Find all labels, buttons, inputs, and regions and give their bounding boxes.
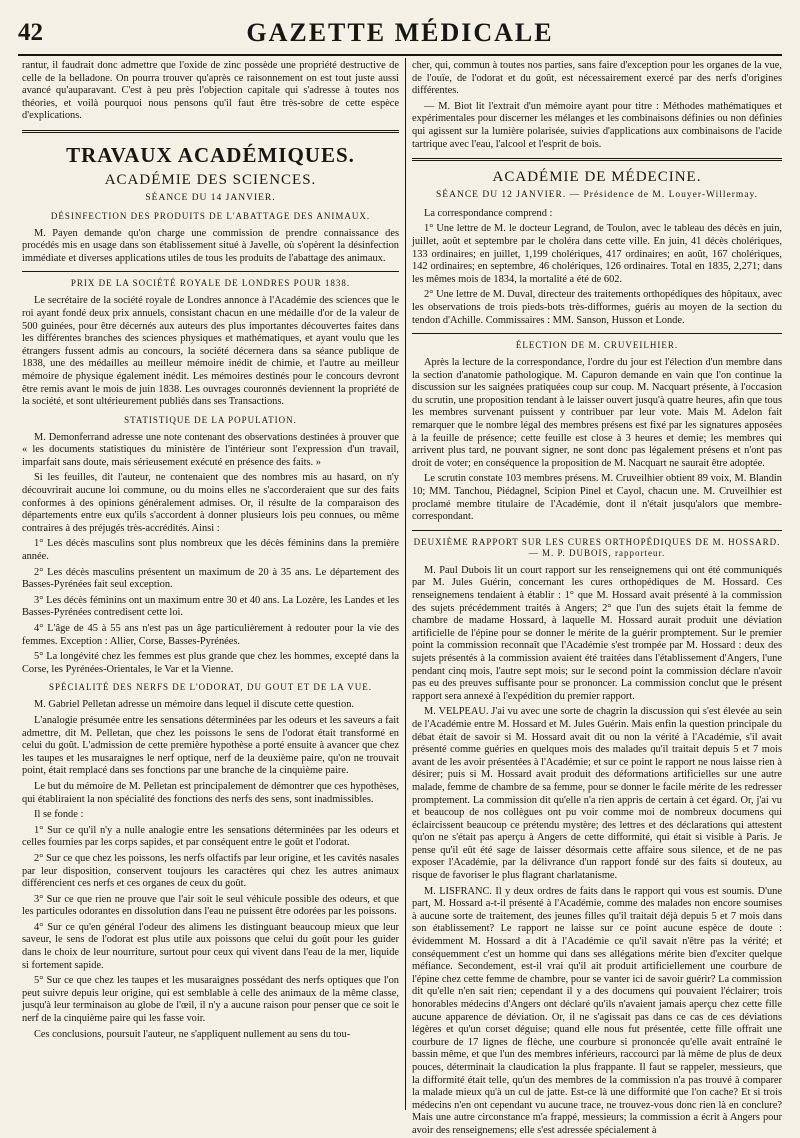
- paragraph: Le but du mémoire de M. Pelletan est principalement de démontrer que ces hypothèses, qui établiraient la non spécialité des fonctions des nerfs des sens, sont inadmissibles.: [22, 780, 399, 805]
- paragraph: M. VELPEAU. J'ai vu avec une sorte de chagrin la discussion qui s'est élevée au sein de l'Académie entre M. Hossard et M. Jules Guérin. Mais enfin la question principale du débat était de savoir si M. Hossard avait dit ou non la vérité à l'Académie, s'il avait présenté comme guéries en quelques mois des malades qu'il traitait depuis 5 et 7 mois avant de les avoir présentées à l'Académie; et sur ce point le rapport ne nous laisse rien à désirer; puis si M. Hossard avait produit des déformations artificielles sur une autre malade, femme de chambre de sa femme, pour se donner le facile mérite de les redresser promptement. La commission dit qu'elle n'a rien appris de certain à cet égard. Or, j'ai vu et beaucoup de nos collègues ont pu voir comme moi de nombreux documens qui éclaircissent beaucoup ce prétendu mystère; des lettres et des déclarations qui attestent qu'on ne s'était pas aperçu à Angers de cette difformité, qui était si visible à Paris. Je pense qu'il eût été sage de laisser désormais cette affaire sous silence, et de ne pas exposer l'Académie, par la délivrance d'un rapport fondé sur des faits si douteux, au risque de favoriser le plus flagrant charlatanisme.: [412, 706, 782, 882]
- seance-line: SÉANCE DU 12 JANVIER. — Présidence de M. Louyer-Willermay.: [436, 190, 758, 201]
- list-item: 4° L'âge de 45 à 55 ans n'est pas un âge particulièrement à redouter pour la vie des femmes. Exception : Allier, Corse, Basses-Pyrénées.: [22, 623, 399, 647]
- column-divider: [405, 58, 406, 1110]
- intro-paragraph: rantur, il faudrait donc admettre que l'oxide de zinc possède une propriété destructive de celle de la belladone. On pourra trouver qu'après ce raisonnement on est tout juste aussi avancé qu'auparavant. C'est à peu près l'objection capitale qui s'adresse à toutes nos théories, et voilà pourquoi nous pensons qu'il faut être très-sobre de cette espèce d'explications.: [22, 60, 399, 122]
- divider: [412, 530, 782, 531]
- paragraph: M. Payen demande qu'on charge une commission de prendre connaissance des procédés mis en usage dans son établissement situé à Javelle, où s'opèrent la désinfection immédiate et diverses applications utiles de tous les produits de l'abattage des animaux.: [22, 227, 399, 264]
- list-item: 5° Sur ce que chez les taupes et les musaraignes possédant des nerfs optiques que l'on peut suivre depuis leur origine, qui est semblable à celle des animaux de la même classe, jusqu'à leur terminaison au globe de l'œil, il n'y a aucune raison pour penser que ce soit le nerf de la cinquième paire qui les fasse voir.: [22, 975, 399, 1025]
- left-column: [22, 60, 399, 1110]
- divider: [22, 271, 399, 272]
- right-column: [412, 60, 782, 1136]
- list-item: 2° Une lettre de M. Duval, directeur des traitements orthopédiques des hôpitaux, avec les observations de trois pieds-bots très-difformes, guéris au moyen de la section du tendon d'Achille. Commissaires : MM. Sanson, Husson et Londe.: [412, 289, 782, 326]
- seance-line: SÉANCE DU 14 JANVIER.: [145, 192, 276, 203]
- section-divider: [412, 158, 782, 161]
- paragraph: La correspondance comprend :: [424, 207, 553, 219]
- list-item: 3° Les décès féminins ont un maximum entre 30 et 40 ans. La Lozère, les Landes et les Basses-Pyrénées contredisent cette loi.: [22, 594, 399, 619]
- list-item: 2° Sur ce que chez les poissons, les nerfs olfactifs par leur origine, et les cavités nasales par leur disposition, conservent toujours les caractères qui chez les autres animaux différencient ces nerfs et ces organes de ceux du goût.: [22, 852, 399, 890]
- header-rule: [18, 54, 782, 56]
- page-header: [18, 18, 782, 52]
- section-divider: [22, 130, 399, 133]
- paragraph: L'analogie présumée entre les sensations déterminées par les odeurs et les saveurs a fait admettre, dit M. Pelletan, que chez les poissons le sens de l'odorat était transformé en celui du goût. L'admission de cette première hypothèse a porté ensuite à avancer que chez les taupes et les musaraignes le nerf optique, nerf de la deuxième paire, qu'on ne trouvait point, était remplacé dans ses fonctions par une branche de la cinquième paire.: [22, 714, 399, 777]
- subsection-title: DÉSINFECTION DES PRODUITS DE L'ABATTAGE DES ANIMAUX.: [50, 210, 371, 221]
- paragraph: Après la lecture de la correspondance, l'ordre du jour est l'élection d'un membre dans la section d'anatomie pathologique. M. Capuron demande en vain que l'on continue la discussion sur les saignées pratiquées coup sur coup. M. Nacquart présente, à l'occasion du scrutin, une proposition tendant à le laisser ouvert jusqu'à quatre heures, afin que tous les membres survenant puissent y contribuer par leur vote. Mais M. Adelon fait remarquer que le nombre légal des membres présens est fixé par les signatures apposées à la feuille de présence; cette feuille est close à 3 heures et demie; les membres qui arrivent plus tard, ne pouvant signer, ne sont donc pas légalement présens et n'ont pas droit de voter; en conséquence la proposition de M. Nacquart ne saurait être adoptée.: [412, 357, 782, 469]
- list-item: 1° Une lettre de M. le docteur Legrand, de Toulon, avec le tableau des décès en juin, juillet, août et septembre par le choléra dans cette ville. En juin, 41 décès cholériques, 133 ordinaires; en juillet, 1,199 cholériques, 417 ordinaires; en août, 167 cholériques, 142 ordinaires; en septembre, 46 cholériques, 126 ordinaires. Total en 1835, 2,271; dans les mêmes mois de 1834, la mortalité a été de 602.: [412, 223, 782, 285]
- subsection-title: STATISTIQUE DE LA POPULATION.: [124, 414, 297, 425]
- subsection-title: DEUXIÈME RAPPORT SUR LES CURES ORTHOPÉDIQUES DE M. HOSSARD. — M. P. DUBOIS, rapporteur.: [413, 536, 781, 558]
- subsection-title: PRIX DE LA SOCIÉTÉ ROYALE DE LONDRES POUR 1838.: [70, 278, 351, 289]
- paragraph: Il se fonde :: [34, 809, 84, 821]
- journal-title: GAZETTE MÉDICALE: [246, 18, 554, 47]
- academy-heading: ACADÉMIE DES SCIENCES.: [104, 171, 317, 188]
- main-section-title: TRAVAUX ACADÉMIQUES.: [66, 142, 355, 167]
- academy-heading: ACADÉMIE DE MÉDECINE.: [492, 169, 702, 186]
- subsection-title: SPÉCIALITÉ DES NERFS DE L'ODORAT, DU GOUT ET DE LA VUE.: [49, 682, 372, 693]
- paragraph: M. Paul Dubois lit un court rapport sur les renseignemens qui ont été communiqués par M. Jules Guérin, concernant les cures orthopédiques de M. Hossard. Ces renseignemens tendaient à établir : 1° que M. Hossard avait présenté à la commission des sujets précédemment traités à Angers; 2° que l'un des sujets était la femme de chambre de madame Hossard, à laquelle M. Hossard aurait produit une déviation artificielle de l'épine pour se donner le mérite de la guérir promptement. Sur le premier point la commission reconnaît que l'Académie s'est trompée par M. Hossard : deux des sujets présentés à la commission avaient été traitées dans l'établissement d'Angers, l'une pendant cinq mois, l'autre sept mois; sur le second point la commission déclare n'avoir pas eu des preuves suffisante pour se prononcer. La commission conclut que le présent rapport sera annexé à l'expédition du premier rapport.: [412, 564, 782, 702]
- paragraph: M. Demonferrand adresse une note contenant des observations destinées à prouver que « les documents statistiques du ministère de l'intérieur sont l'expression d'un travail, imparfait sans doute, mais sérieusement exécuté en présence des faits. »: [22, 431, 399, 468]
- paragraph: M. LISFRANC. Il y deux ordres de faits dans le rapport qui vous est soumis. D'une part, M. Hossard a-t-il présenté à l'Académie, comme des malades non encore soumises à aucune sorte de traitement, des jeunes filles qu'il traitait déjà depuis 5 et 7 mois dans son établissement? Le rapport ne laisse sur ce point aucune espèce de doute : évidemment M. Hossard a dit à l'Académie ce qu'il savait n'être pas la vérité; et conséquemment c'est un homme qui dans ses allégations mérite bien d'exciter quelque méfiance. Secondement, est-il vrai qu'il ait produit artificiellement une courbure de l'épine chez cette femme de chambre, pour se vanter ici de savoir guérir? La commission dit qu'elle n'en sait rien; cependant il y a des documens qui pouvaient l'éclairer; trois honorables médecins d'Angers ont déclaré qu'ils n'avaient jamais aperçu chez cette fille aucune apparence de déviation. Or, il ne s'agissait pas dans ce cas de ces déviations légères et qu'un corset déguise; quand elle nous fut présentée, cette fille offrait une courbure de 17 lignes de flèche, une courbure si prononcée qu'elle avait entraîné le bassin même, et que l'un des membres inférieurs, raccourci par là même de plus de deux pouces, déterminait la claudication la plus frappante. Il faut se rappeler, messieurs, que la difformité était telle, qu'un des membres de la commission n'a pas trouvé à comparer la malade mieux qu'à un cul de jatte. Est-ce là une difformité que l'on cache? Et si trois médecins n'en ont cependant vu aucune trace, ne trouvez-vous donc rien là en conclure? Mais une autre circonstance m'a frappé, messieurs; la commission a écrit à Angers pour avoir des renseignemens; elle s'est adressée spécialement à: [412, 885, 782, 1136]
- paragraph: Si les feuilles, dit l'auteur, ne contenaient que des nombres mis au hasard, on n'y découvrirait aucune loi commune, ou du moins elles ne s'accorderaient que sur des faits conformes à des opinions généralement admises. Or, il résulte de la comparaison des départements entre eux qu'ils s'accordent à donner plusieurs lois peu connues, ou même contraires à des préjugés très-accrédités. Ainsi :: [22, 472, 399, 534]
- paragraph: — M. Biot lit l'extrait d'un mémoire ayant pour titre : Méthodes mathématiques et expérimentales pour discerner les mélanges et les combinaisons définies ou non définies qui agissent sur la lumière polarisée, suivies d'applications aux combinaisons de l'acide tartrique avec l'eau, l'alcool et l'esprit de bois.: [412, 100, 782, 150]
- list-item: 3° Sur ce que rien ne prouve que l'air soit le seul véhicule possible des odeurs, et que les particules odorantes en dissolution dans l'eau ne puissent être odorées par les poissons.: [22, 893, 399, 918]
- subsection-title: ÉLECTION DE M. CRUVEILHIER.: [515, 340, 679, 351]
- list-item: 5° La longévité chez les femmes est plus grande que chez les hommes, excepté dans la Corse, les Pyrénées-Orientales, le Var et la Vienne.: [22, 651, 399, 675]
- intro-paragraph: cher, qui, commun à toutes nos parties, sans faire d'exception pour les organes de la vue, de l'ouïe, de l'odorat et du goût, est nécessairement exercé par des nerfs d'origines différentes.: [412, 60, 782, 97]
- paragraph: Le scrutin constate 103 membres présens. M. Cruveilhier obtient 89 voix, M. Blandin 10; MM. Tanchou, Piédagnel, Scipion Pinel et Cayol, chacun une. M. Cruveilhier est proclamé membre titulaire de l'Académie, dont il n'était jusqu'alors que membre-correspondant.: [412, 473, 782, 523]
- paragraph: Ces conclusions, poursuit l'auteur, ne s'appliquent nullement au sens du tou-: [34, 1028, 351, 1040]
- paragraph: M. Gabriel Pelletan adresse un mémoire dans lequel il discute cette question.: [34, 699, 354, 711]
- page-number: 42: [18, 19, 43, 46]
- list-item: 1° Les décès masculins sont plus nombreux que les décès féminins dans la première année.: [22, 538, 399, 563]
- list-item: 1° Sur ce qu'il n'y a nulle analogie entre les sensations déterminées par les odeurs et celles fournies par les corps sapides, et par conséquent entre le goût et l'odorat.: [22, 824, 399, 849]
- list-item: 4° Sur ce qu'en général l'odeur des alimens les distinguant beaucoup mieux que leur saveur, le sens de l'odorat est plus utile aux poissons que celui du goût pour les guider dans le choix de leur nourriture, surtout pour ceux qui vivent dans l'eau de la mer, liquide si fortement sapide.: [22, 921, 399, 971]
- paragraph: Le secrétaire de la société royale de Londres annonce à l'Académie des sciences que le roi ayant fondé deux prix annuels, consistant chacun en une médaille d'or de la valeur de 500 guinées, pour être décernés aux auteurs des plus importantes découvertes faites dans les différentes branches des sciences physiques et mathématiques, et ayant voulu que les étrangers fussent admis au concours, la société décernera dans sa séance publique de 1838, une des médailles au meilleur mémoire inédit de chimie, et l'autre au meilleur mémoire de physique également inédit. Les mémoires destinés pour le concours devront être remis avant le mois de juin 1838. Les ouvrages couronnés deviennent la propriété de la société, et sont ultérieurement publiés dans ses Transactions.: [22, 295, 399, 408]
- divider: [412, 333, 782, 334]
- list-item: 2° Les décès masculins présentent un maximum de 20 à 35 ans. Le département des Basses-Pyrénées fait seul exception.: [22, 566, 399, 591]
